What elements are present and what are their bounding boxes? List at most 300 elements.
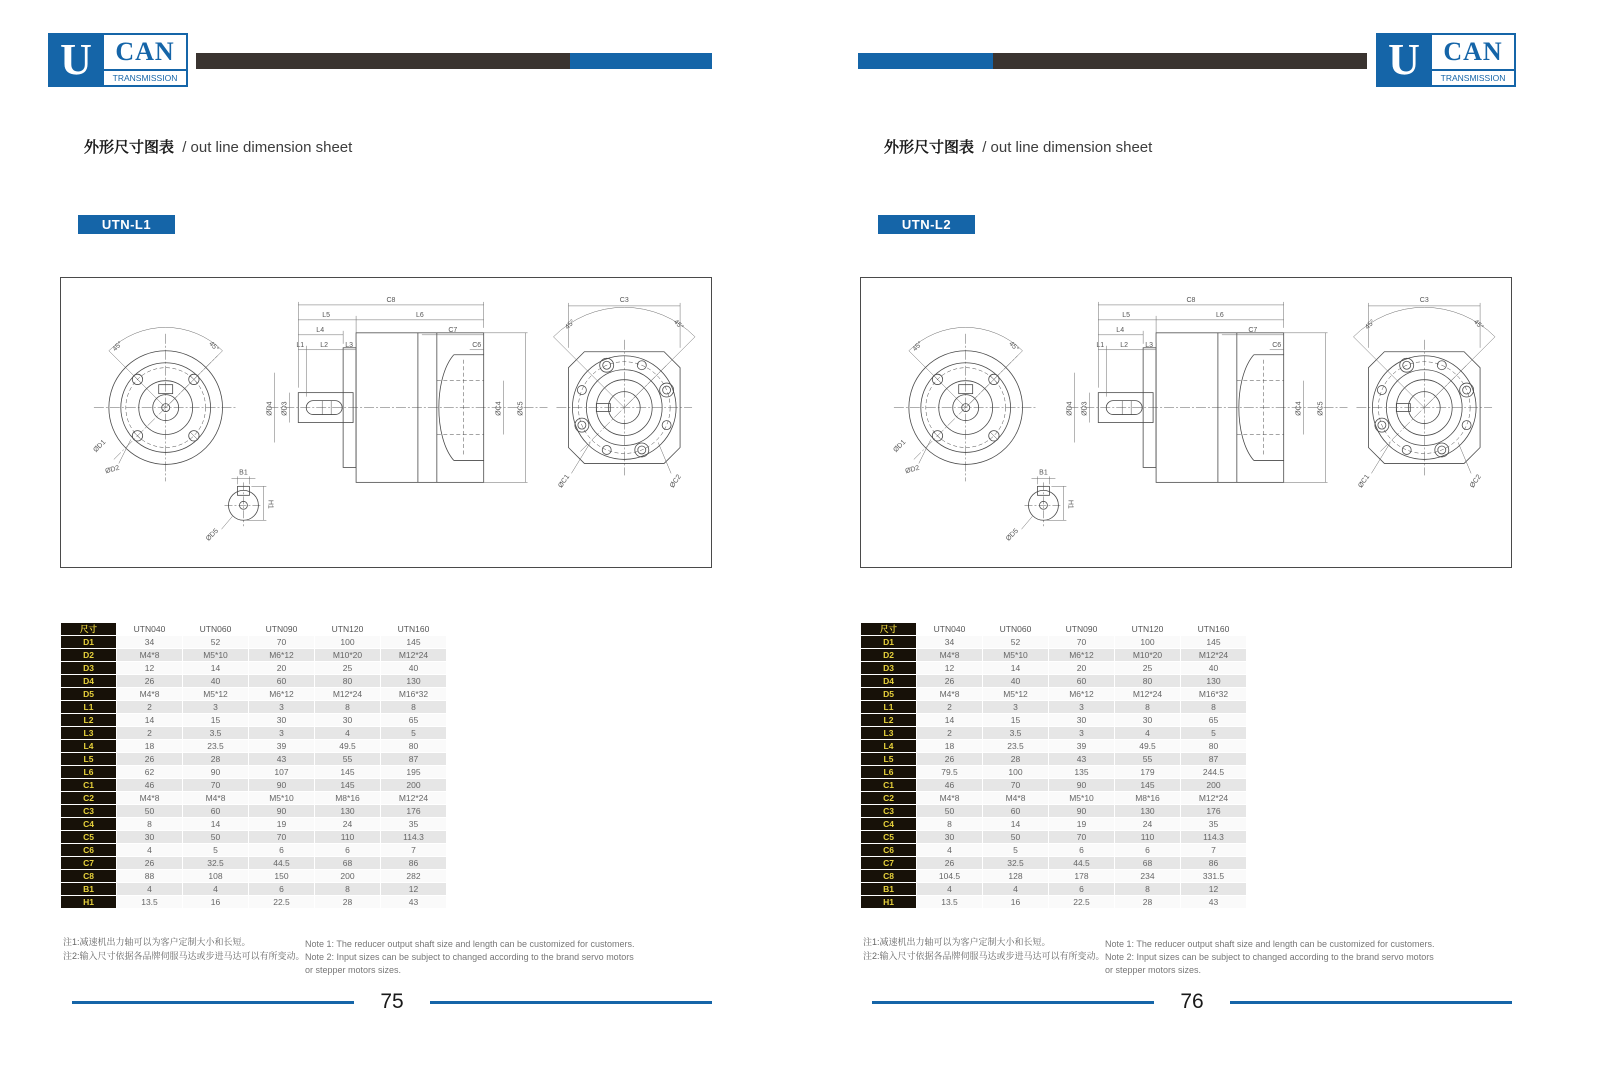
dim-label-cell: C8 bbox=[61, 870, 116, 882]
dim-value-cell: 14 bbox=[183, 818, 248, 830]
notes-zh bbox=[863, 936, 1105, 964]
table-row bbox=[61, 857, 446, 869]
input-flange-view bbox=[1353, 297, 1495, 489]
dim-value-cell: M8*16 bbox=[1115, 792, 1180, 804]
table-row bbox=[861, 675, 1246, 687]
dim-label-b1: B1 bbox=[239, 469, 248, 477]
dim-value-cell: 13.5 bbox=[917, 896, 982, 908]
table-row bbox=[61, 831, 446, 843]
dim-label-cell: L2 bbox=[861, 714, 916, 726]
dim-value-cell: 65 bbox=[381, 714, 446, 726]
model-header-cell: UTN120 bbox=[315, 623, 380, 635]
dim-value-cell: 6 bbox=[1049, 844, 1114, 856]
angle-label: 45° bbox=[1007, 340, 1020, 353]
dim-value-cell: 16 bbox=[183, 896, 248, 908]
dim-value-cell: 2 bbox=[917, 727, 982, 739]
table-row bbox=[61, 870, 446, 882]
table-row bbox=[861, 766, 1246, 778]
dim-value-cell: 8 bbox=[1115, 883, 1180, 895]
table-row bbox=[861, 688, 1246, 700]
dim-label-cell: B1 bbox=[861, 883, 916, 895]
dim-value-cell: M12*24 bbox=[1181, 649, 1246, 661]
dim-value-cell: 114.3 bbox=[381, 831, 446, 843]
dim-label-l5: L5 bbox=[1122, 311, 1131, 319]
dim-label-cell: C4 bbox=[861, 818, 916, 830]
dim-value-cell: M4*8 bbox=[117, 649, 182, 661]
dim-label-cell: L4 bbox=[61, 740, 116, 752]
dim-value-cell: 4 bbox=[183, 883, 248, 895]
dimension-drawing-frame bbox=[60, 277, 712, 568]
dim-value-cell: 43 bbox=[1181, 896, 1246, 908]
dim-value-cell: 23.5 bbox=[983, 740, 1048, 752]
dimension-drawing bbox=[61, 278, 711, 568]
dim-value-cell: M12*24 bbox=[381, 649, 446, 661]
table-row bbox=[61, 792, 446, 804]
front-flange-view bbox=[892, 327, 1037, 481]
logo-right-panel bbox=[1430, 35, 1514, 85]
dim-value-cell: 86 bbox=[381, 857, 446, 869]
model-header-cell: UTN040 bbox=[917, 623, 982, 635]
dim-label-l4: L4 bbox=[316, 326, 325, 334]
dim-value-cell: 195 bbox=[381, 766, 446, 778]
dim-value-cell: 4 bbox=[1115, 727, 1180, 739]
dim-value-cell: 43 bbox=[249, 753, 314, 765]
table-row bbox=[61, 753, 446, 765]
dim-label-cell: D2 bbox=[861, 649, 916, 661]
table-row bbox=[861, 883, 1246, 895]
dim-value-cell: 70 bbox=[249, 636, 314, 648]
notes-en bbox=[305, 938, 635, 977]
dim-value-cell: 34 bbox=[117, 636, 182, 648]
notes-en bbox=[1105, 938, 1435, 977]
model-header-cell: UTN120 bbox=[1115, 623, 1180, 635]
section-title-zh: 外形尺寸图表 bbox=[884, 139, 975, 156]
section-title-en: / out line dimension sheet bbox=[982, 139, 1153, 156]
model-header-cell: UTN160 bbox=[381, 623, 446, 635]
dim-value-cell: 40 bbox=[983, 675, 1048, 687]
dim-value-cell: 16 bbox=[983, 896, 1048, 908]
gearbox-outline-drawing bbox=[861, 278, 1511, 568]
dim-value-cell: 43 bbox=[381, 896, 446, 908]
dim-value-cell: 5 bbox=[1181, 727, 1246, 739]
table-row bbox=[861, 740, 1246, 752]
dim-label-cell: C8 bbox=[861, 870, 916, 882]
dim-label-h1: H1 bbox=[266, 499, 274, 509]
dim-value-cell: 50 bbox=[117, 805, 182, 817]
dim-value-cell: M5*10 bbox=[183, 649, 248, 661]
dim-value-cell: 80 bbox=[315, 675, 380, 687]
dim-value-cell: 80 bbox=[1181, 740, 1246, 752]
dim-value-cell: 130 bbox=[381, 675, 446, 687]
dim-value-cell: 80 bbox=[381, 740, 446, 752]
dim-value-cell: M5*12 bbox=[183, 688, 248, 700]
table-row bbox=[61, 779, 446, 791]
table-row bbox=[61, 675, 446, 687]
dim-value-cell: 14 bbox=[983, 662, 1048, 674]
header-bar-dark bbox=[993, 53, 1367, 69]
dim-value-cell: 26 bbox=[917, 675, 982, 687]
table-row bbox=[861, 870, 1246, 882]
footer-rule-left bbox=[872, 1001, 1154, 1004]
dim-value-cell: 24 bbox=[315, 818, 380, 830]
dim-value-cell: 200 bbox=[381, 779, 446, 791]
dim-label-cell: L5 bbox=[61, 753, 116, 765]
page-footer bbox=[72, 990, 712, 1014]
dim-label-cell: L4 bbox=[861, 740, 916, 752]
dim-value-cell: 30 bbox=[117, 831, 182, 843]
table-row bbox=[61, 766, 446, 778]
dim-value-cell: M4*8 bbox=[117, 792, 182, 804]
dim-label-cell: D4 bbox=[861, 675, 916, 687]
dim-label-cell: D2 bbox=[61, 649, 116, 661]
section-dimensions bbox=[1074, 302, 1327, 482]
dim-value-cell: M10*20 bbox=[315, 649, 380, 661]
dim-value-cell: 100 bbox=[983, 766, 1048, 778]
dim-value-cell: 6 bbox=[249, 844, 314, 856]
footer-rule-right bbox=[430, 1001, 712, 1004]
dim-value-cell: 100 bbox=[1115, 636, 1180, 648]
note-line: 注1:减速机出力轴可以为客户定制大小和长短。 bbox=[863, 937, 1051, 947]
dim-value-cell: 20 bbox=[249, 662, 314, 674]
ucan-logo bbox=[1376, 33, 1516, 87]
dim-value-cell: M5*10 bbox=[983, 649, 1048, 661]
dim-value-cell: 108 bbox=[183, 870, 248, 882]
dim-value-cell: 145 bbox=[381, 636, 446, 648]
dim-value-cell: 52 bbox=[183, 636, 248, 648]
dim-value-cell: 150 bbox=[249, 870, 314, 882]
dim-value-cell: 14 bbox=[983, 818, 1048, 830]
dim-label-cell: C3 bbox=[861, 805, 916, 817]
dim-label-d3: ØD3 bbox=[281, 401, 289, 416]
input-flange-view bbox=[553, 297, 695, 489]
dim-value-cell: 7 bbox=[1181, 844, 1246, 856]
dim-value-cell: 28 bbox=[1115, 896, 1180, 908]
dim-value-cell: 60 bbox=[249, 675, 314, 687]
table-row bbox=[61, 636, 446, 648]
header-bar-blue bbox=[570, 53, 712, 69]
dim-value-cell: 110 bbox=[1115, 831, 1180, 843]
dim-value-cell: 5 bbox=[983, 844, 1048, 856]
dim-label-cell: C5 bbox=[61, 831, 116, 843]
dim-label-cell: D5 bbox=[861, 688, 916, 700]
dim-label-cell: C1 bbox=[861, 779, 916, 791]
note-line: 注2:输入尺寸依据各品牌伺服马达或步进马达可以有所变动。 bbox=[63, 950, 305, 961]
dim-value-cell: 8 bbox=[917, 818, 982, 830]
dim-value-cell: M8*16 bbox=[315, 792, 380, 804]
dim-value-cell: 8 bbox=[117, 818, 182, 830]
dim-value-cell: 25 bbox=[1115, 662, 1180, 674]
model-header-cell: UTN160 bbox=[1181, 623, 1246, 635]
dim-label-d1: ØD1 bbox=[92, 438, 108, 454]
dim-value-cell: M4*8 bbox=[917, 649, 982, 661]
table-row bbox=[861, 649, 1246, 661]
dim-value-cell: 34 bbox=[917, 636, 982, 648]
dim-label-cell: C1 bbox=[61, 779, 116, 791]
dim-value-cell: 40 bbox=[1181, 662, 1246, 674]
dim-value-cell: M5*12 bbox=[983, 688, 1048, 700]
dim-label-cell: C6 bbox=[861, 844, 916, 856]
note-line: Note 1: The reducer output shaft size and length can be customized for customers. bbox=[1105, 939, 1435, 949]
note-line: or stepper motors sizes. bbox=[1105, 965, 1202, 976]
dim-value-cell: 8 bbox=[315, 883, 380, 895]
dim-value-cell: 6 bbox=[315, 844, 380, 856]
dim-value-cell: 60 bbox=[183, 805, 248, 817]
dim-label-l4: L4 bbox=[1116, 326, 1125, 334]
dim-value-cell: 178 bbox=[1049, 870, 1114, 882]
dim-value-cell: 100 bbox=[315, 636, 380, 648]
logo-u-mark: U bbox=[50, 35, 102, 85]
dim-value-cell: 70 bbox=[1049, 636, 1114, 648]
dim-value-cell: 19 bbox=[1049, 818, 1114, 830]
model-header-cell: UTN040 bbox=[117, 623, 182, 635]
dim-value-cell: M6*12 bbox=[249, 649, 314, 661]
dim-label-cell: D3 bbox=[61, 662, 116, 674]
table-header-row bbox=[61, 623, 446, 635]
dim-label-c2: ØC2 bbox=[668, 473, 683, 490]
table-row bbox=[61, 727, 446, 739]
dim-value-cell: 32.5 bbox=[183, 857, 248, 869]
angle-label: 45° bbox=[207, 340, 220, 353]
dim-value-cell: 26 bbox=[917, 857, 982, 869]
dim-label-l2: L2 bbox=[1120, 341, 1129, 349]
dim-value-cell: 44.5 bbox=[1049, 857, 1114, 869]
table-row bbox=[61, 662, 446, 674]
dim-value-cell: 90 bbox=[1049, 779, 1114, 791]
dim-label-cell: L5 bbox=[861, 753, 916, 765]
dim-value-cell: 8 bbox=[381, 701, 446, 713]
table-row bbox=[61, 896, 446, 908]
table-row bbox=[61, 714, 446, 726]
dim-label-c3: C3 bbox=[1419, 296, 1429, 304]
dim-value-cell: 200 bbox=[315, 870, 380, 882]
dim-value-cell: 3.5 bbox=[183, 727, 248, 739]
dim-value-cell: 145 bbox=[315, 779, 380, 791]
dim-value-cell: M12*24 bbox=[1115, 688, 1180, 700]
dim-value-cell: 12 bbox=[381, 883, 446, 895]
dim-value-cell: 107 bbox=[249, 766, 314, 778]
dim-value-cell: 90 bbox=[183, 766, 248, 778]
table-row bbox=[861, 857, 1246, 869]
table-row bbox=[61, 740, 446, 752]
section-title bbox=[884, 136, 1152, 157]
angle-label: 45° bbox=[671, 318, 685, 331]
table-row bbox=[861, 727, 1246, 739]
dim-value-cell: 55 bbox=[1115, 753, 1180, 765]
note-line: 注2:输入尺寸依据各品牌伺服马达或步进马达可以有所变动。 bbox=[863, 950, 1105, 961]
dim-value-cell: 39 bbox=[249, 740, 314, 752]
dim-label-c6: C6 bbox=[472, 341, 482, 349]
dim-value-cell: 130 bbox=[1181, 675, 1246, 687]
dim-value-cell: 3.5 bbox=[983, 727, 1048, 739]
dim-label-cell: C2 bbox=[61, 792, 116, 804]
dim-value-cell: 12 bbox=[1181, 883, 1246, 895]
dim-value-cell: 26 bbox=[117, 753, 182, 765]
shaft-key-detail-view bbox=[1005, 469, 1073, 542]
dim-value-cell: 30 bbox=[1049, 714, 1114, 726]
dim-value-cell: 179 bbox=[1115, 766, 1180, 778]
dim-value-cell: M6*12 bbox=[1049, 649, 1114, 661]
model-badge: UTN-L1 bbox=[78, 215, 175, 234]
section-title bbox=[84, 136, 352, 157]
table-header-row bbox=[861, 623, 1246, 635]
dim-label-d3: ØD3 bbox=[1081, 401, 1089, 416]
dim-value-cell: 68 bbox=[1115, 857, 1180, 869]
dim-value-cell: 18 bbox=[117, 740, 182, 752]
angle-label: 45° bbox=[111, 340, 124, 353]
dim-value-cell: 244.5 bbox=[1181, 766, 1246, 778]
model-badge: UTN-L2 bbox=[878, 215, 975, 234]
model-header-cell: UTN060 bbox=[183, 623, 248, 635]
dim-value-cell: 50 bbox=[983, 831, 1048, 843]
dim-label-cell: C7 bbox=[61, 857, 116, 869]
table-row bbox=[861, 636, 1246, 648]
dim-value-cell: 5 bbox=[381, 727, 446, 739]
dim-value-cell: 12 bbox=[917, 662, 982, 674]
dim-value-cell: 30 bbox=[249, 714, 314, 726]
dim-label-cell: C6 bbox=[61, 844, 116, 856]
dim-label-cell: L1 bbox=[861, 701, 916, 713]
page-footer bbox=[872, 990, 1512, 1014]
angle-label: 45° bbox=[1364, 318, 1377, 331]
header-bar-dark bbox=[196, 53, 570, 69]
dim-value-cell: 40 bbox=[381, 662, 446, 674]
dim-value-cell: M10*20 bbox=[1115, 649, 1180, 661]
size-header-cell: 尺寸 bbox=[861, 623, 916, 635]
dim-value-cell: 46 bbox=[117, 779, 182, 791]
notes-zh bbox=[63, 936, 305, 964]
dim-value-cell: M16*32 bbox=[1181, 688, 1246, 700]
logo-can-text: CAN bbox=[115, 37, 175, 66]
table-row bbox=[861, 792, 1246, 804]
dim-label-c4: ØC4 bbox=[1295, 401, 1303, 416]
model-header-cell: UTN090 bbox=[249, 623, 314, 635]
table-row bbox=[861, 753, 1246, 765]
logo-transmission-text: TRANSMISSION bbox=[1432, 69, 1514, 85]
dim-value-cell: 2 bbox=[117, 727, 182, 739]
table-row bbox=[61, 844, 446, 856]
dim-value-cell: 6 bbox=[1049, 883, 1114, 895]
dim-value-cell: 70 bbox=[183, 779, 248, 791]
dim-value-cell: M4*8 bbox=[917, 792, 982, 804]
table-row bbox=[861, 779, 1246, 791]
dim-value-cell: 70 bbox=[983, 779, 1048, 791]
dim-value-cell: 331.5 bbox=[1181, 870, 1246, 882]
dim-value-cell: 110 bbox=[315, 831, 380, 843]
dim-value-cell: 3 bbox=[183, 701, 248, 713]
dim-label-cell: D1 bbox=[861, 636, 916, 648]
dim-value-cell: 4 bbox=[917, 883, 982, 895]
dim-value-cell: 145 bbox=[1115, 779, 1180, 791]
dim-value-cell: 25 bbox=[315, 662, 380, 674]
dimension-drawing-frame bbox=[860, 277, 1512, 568]
dim-value-cell: 14 bbox=[183, 662, 248, 674]
gearbox-outline-drawing bbox=[61, 278, 711, 568]
dim-value-cell: M6*12 bbox=[249, 688, 314, 700]
dim-value-cell: 234 bbox=[1115, 870, 1180, 882]
dim-label-h1: H1 bbox=[1066, 499, 1074, 509]
section-dim-labels bbox=[266, 297, 524, 416]
dim-value-cell: 90 bbox=[1049, 805, 1114, 817]
dim-label-d4: ØD4 bbox=[266, 401, 274, 416]
side-section-view bbox=[268, 333, 547, 483]
dim-label-l6: L6 bbox=[1216, 311, 1224, 319]
model-header-cell: UTN090 bbox=[1049, 623, 1114, 635]
note-line: or stepper motors sizes. bbox=[305, 965, 402, 976]
dim-value-cell: 35 bbox=[1181, 818, 1246, 830]
dim-value-cell: 79.5 bbox=[917, 766, 982, 778]
table-row bbox=[61, 649, 446, 661]
dim-value-cell: 8 bbox=[315, 701, 380, 713]
dim-value-cell: 26 bbox=[117, 675, 182, 687]
dim-label-l5: L5 bbox=[322, 311, 331, 319]
dim-value-cell: 176 bbox=[1181, 805, 1246, 817]
angle-label: 45° bbox=[911, 340, 924, 353]
dim-value-cell: 32.5 bbox=[983, 857, 1048, 869]
section-title-en: / out line dimension sheet bbox=[182, 139, 353, 156]
dim-value-cell: 282 bbox=[381, 870, 446, 882]
dimension-drawing bbox=[861, 278, 1511, 568]
dim-label-c3: C3 bbox=[619, 296, 629, 304]
dim-label-l3: L3 bbox=[345, 341, 353, 349]
table-row bbox=[61, 818, 446, 830]
dim-value-cell: 130 bbox=[315, 805, 380, 817]
dim-value-cell: 8 bbox=[1181, 701, 1246, 713]
dim-label-cell: H1 bbox=[861, 896, 916, 908]
dim-label-cell: B1 bbox=[61, 883, 116, 895]
dim-value-cell: 14 bbox=[117, 714, 182, 726]
dim-value-cell: 12 bbox=[117, 662, 182, 674]
page-number: 75 bbox=[380, 990, 404, 1013]
table-row bbox=[861, 896, 1246, 908]
dim-label-cell: L3 bbox=[61, 727, 116, 739]
dim-value-cell: 145 bbox=[1181, 636, 1246, 648]
dim-value-cell: 87 bbox=[1181, 753, 1246, 765]
dim-value-cell: 23.5 bbox=[183, 740, 248, 752]
table-row bbox=[61, 883, 446, 895]
dim-value-cell: 3 bbox=[1049, 727, 1114, 739]
footer-rule-left bbox=[72, 1001, 354, 1004]
dim-value-cell: M16*32 bbox=[381, 688, 446, 700]
dim-value-cell: 50 bbox=[183, 831, 248, 843]
note-line: 注1:减速机出力轴可以为客户定制大小和长短。 bbox=[63, 937, 251, 947]
dim-label-c1: ØC1 bbox=[1357, 473, 1372, 490]
dim-label-d2: ØD2 bbox=[104, 464, 121, 476]
page-right bbox=[800, 0, 1600, 1085]
dim-value-cell: 13.5 bbox=[117, 896, 182, 908]
section-dim-labels bbox=[1066, 297, 1324, 416]
model-header-cell: UTN060 bbox=[983, 623, 1048, 635]
logo-can-text: CAN bbox=[1443, 37, 1503, 66]
dim-value-cell: 60 bbox=[983, 805, 1048, 817]
dim-value-cell: 87 bbox=[381, 753, 446, 765]
table-row bbox=[861, 844, 1246, 856]
dim-value-cell: 200 bbox=[1181, 779, 1246, 791]
table-row bbox=[861, 701, 1246, 713]
dim-label-c6: C6 bbox=[1272, 341, 1282, 349]
dim-value-cell: 6 bbox=[249, 883, 314, 895]
dim-value-cell: 30 bbox=[917, 831, 982, 843]
dim-label-d5: ØD5 bbox=[204, 527, 221, 543]
dim-value-cell: 28 bbox=[983, 753, 1048, 765]
dim-value-cell: 70 bbox=[1049, 831, 1114, 843]
page-number: 76 bbox=[1180, 990, 1204, 1013]
dim-label-cell: C5 bbox=[861, 831, 916, 843]
note-line: Note 2: Input sizes can be subject to changed according to the brand servo motors bbox=[305, 952, 634, 963]
dim-value-cell: M4*8 bbox=[183, 792, 248, 804]
dim-label-d4: ØD4 bbox=[1066, 401, 1074, 416]
dim-value-cell: M5*10 bbox=[1049, 792, 1114, 804]
logo-transmission-text: TRANSMISSION bbox=[104, 69, 186, 85]
